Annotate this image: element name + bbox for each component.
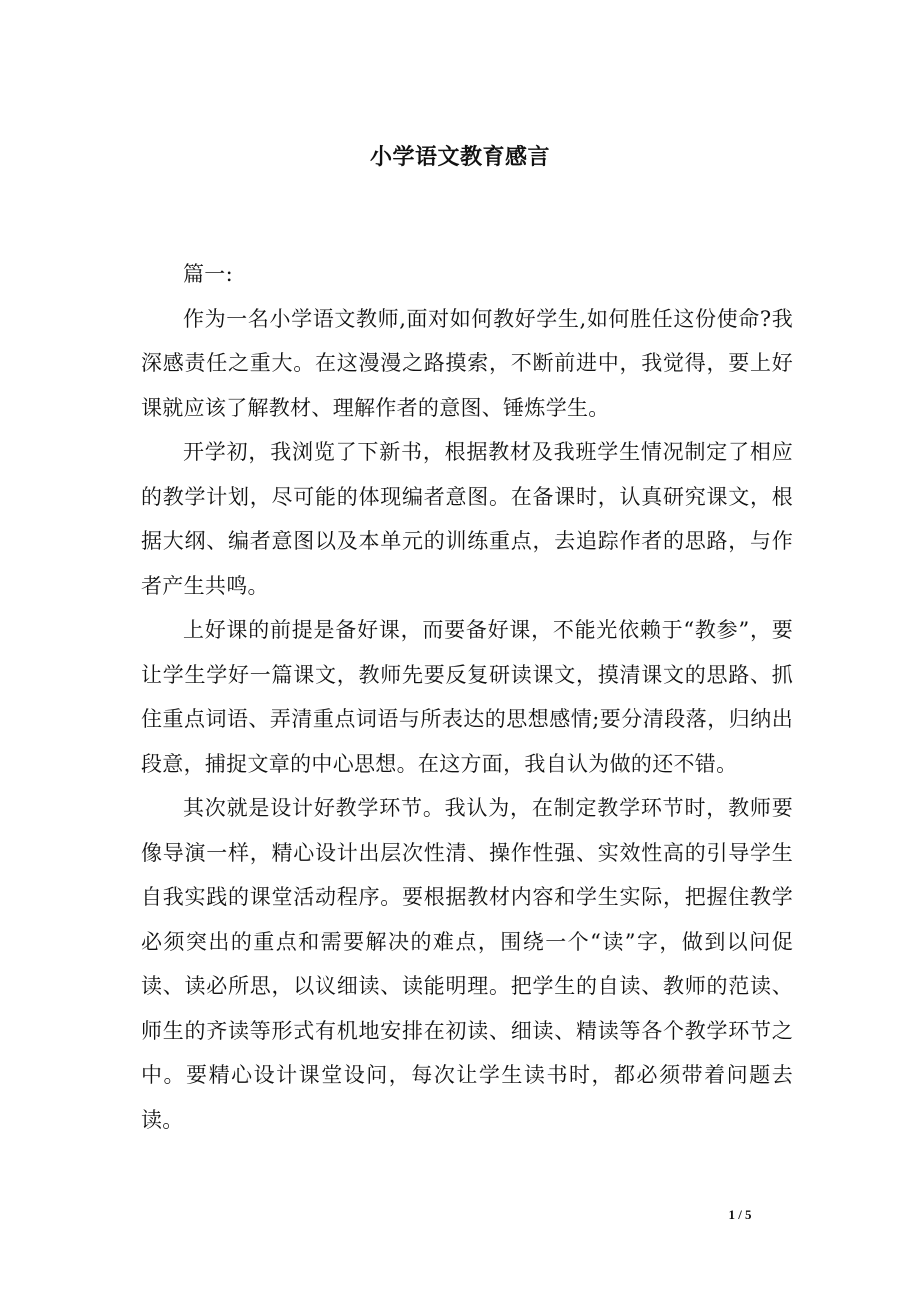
paragraph: 上好课的前提是备好课，而要备好课，不能光依赖于“教参”，要让学生学好一篇课文，教师先要反复研读课文，摸清课文的思路、抓住重点词语、弄清重点词语与所表达的思想感情;要分清段落，归纳出段意，捕捉文章的中心思想。在这方面，我自认为做的还不错。 — [141, 618, 793, 776]
document-title: 小学语文教育感言 — [369, 144, 550, 170]
page-number: 1 / 5 — [728, 1207, 752, 1222]
paragraph-heading: 篇一: — [183, 262, 233, 286]
paragraph: 作为一名小学语文教师,面对如何教好学生,如何胜任这份使命?我深感责任之重大。在这漫漫之路摸索，不断前进中，我觉得，要上好课就应该了解教材、理解作者的意图、锤炼学生。 — [141, 306, 793, 420]
paragraph: 开学初，我浏览了下新书，根据教材及我班学生情况制定了相应的教学计划，尽可能的体现编者意图。在备课时，认真研究课文，根据大纲、编者意图以及本单元的训练重点，去追踪作者的思路，与作者产生共鸣。 — [141, 440, 793, 598]
paragraph: 其次就是设计好教学环节。我认为，在制定教学环节时，教师要像导演一样，精心设计出层次性清、操作性强、实效性高的引导学生自我实践的课堂活动程序。要根据教材内容和学生实际，把握住教学必须突出的重点和需要解决的难点，围绕一个“读”字，做到以问促读、读必所思，以议细读、读能明理。把学生的自读、教师的范读、师生的齐读等形式有机地安排在初读、细读、精读等各个教学环节之中。要精心设计课堂设问，每次让学生读书时，都必须带着问题去读。 — [141, 796, 793, 1132]
document-body — [141, 252, 793, 1142]
